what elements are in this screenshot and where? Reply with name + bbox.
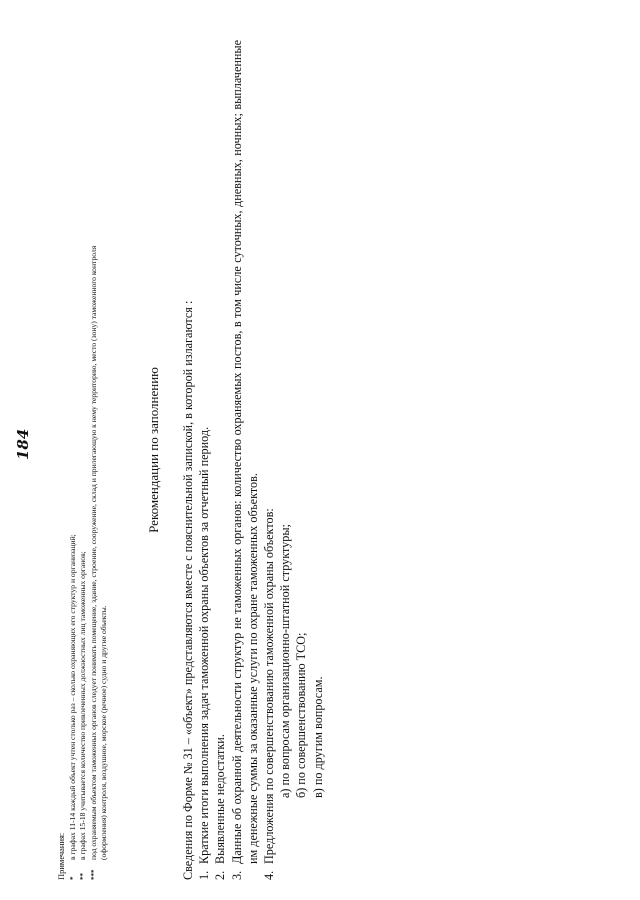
list-item <box>261 40 277 880</box>
sub-item: в) по другим вопросам. <box>310 676 325 798</box>
recommendations-intro: Сведения по Форме № 31 – «объект» представляются вместе с пояснительной запиской, в которой излагаются : <box>181 300 195 880</box>
recommendations-title: Рекомендации по заполнению <box>146 367 161 533</box>
list-item <box>229 40 261 880</box>
note-mark <box>99 860 110 880</box>
page-number: 184 <box>14 428 32 460</box>
list-item-text: Краткие итоги выполнения задач таможенной охраны объектов за отчетный период. <box>197 426 212 864</box>
note-item <box>99 20 110 880</box>
list-item-text: Выявленные недостатки. <box>213 734 228 864</box>
note-item <box>68 20 79 880</box>
list-item-number: 2. <box>213 870 228 880</box>
notes-block <box>56 20 110 880</box>
sub-item: б) по совершенствованию ТСО; <box>294 632 309 798</box>
list-item <box>212 40 228 880</box>
note-text: под охраняемым объектом таможенных органов следует понимать помещение, здание, строение, сооружение, склад и прилегающую к нему территорию, место (зону) таможенного контроля <box>88 245 98 860</box>
sub-item: а) по вопросам организационно-штатной структуры; <box>278 524 293 798</box>
note-text: в графах 15-18 учитывается количество привлеченных должностных лиц таможенных органов; <box>78 551 88 860</box>
list-item-number: 4. <box>262 870 277 880</box>
note-text: в графах 11-14 каждый объект учтен столько раз – сколько охраняющих его структур и организаций; <box>67 534 77 860</box>
list-item-text: Данные об охранной деятельности структур не таможенных органов: количество охраняемых постов, в том числе суточных, дневных, ночных; выплаченные им денежные суммы за оказанные услуги по охране таможенных объектов. <box>229 40 260 864</box>
list-item-text: Предложения по совершенствованию таможенной охраны объектов: <box>262 508 277 864</box>
note-item <box>89 20 100 880</box>
list-item-number: 3. <box>229 870 244 880</box>
note-mark: ** <box>79 873 88 880</box>
note-item <box>78 20 89 880</box>
note-mark: * <box>68 876 77 880</box>
note-text: (оформления) контроля, воздушное, морское (речное) судно и другие объекты. <box>99 605 109 860</box>
note-mark: *** <box>89 869 98 880</box>
recommendations-body <box>180 40 326 880</box>
list-item <box>196 40 212 880</box>
notes-title: Примечания: <box>56 832 66 880</box>
list-item-number: 1. <box>197 870 212 880</box>
